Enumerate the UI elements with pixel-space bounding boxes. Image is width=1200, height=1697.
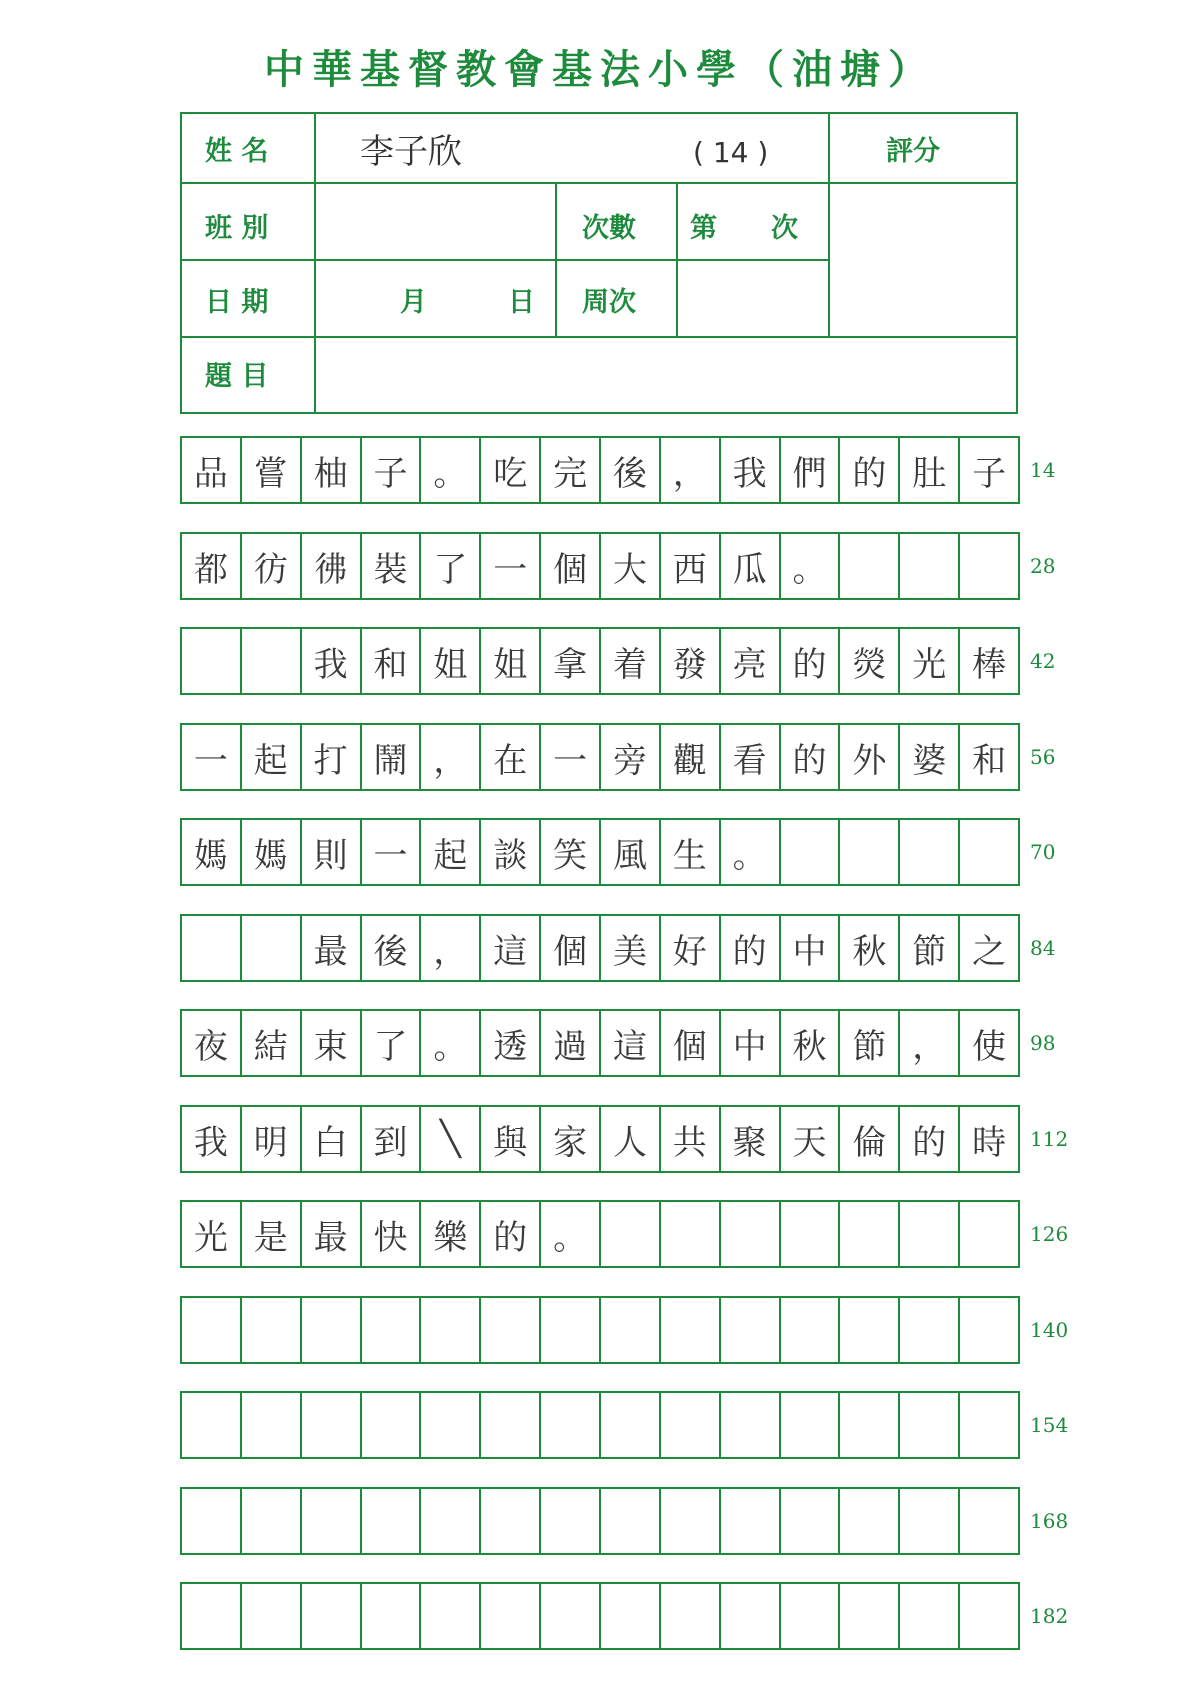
grid-cell[interactable]: ， <box>421 725 481 789</box>
grid-cell[interactable] <box>781 1584 841 1648</box>
grid-cell[interactable]: 這 <box>601 1011 661 1075</box>
grid-cell[interactable]: 談 <box>481 820 541 884</box>
grid-cell[interactable] <box>242 629 302 693</box>
grid-cell[interactable]: 透 <box>481 1011 541 1075</box>
row-character-count: 112 <box>1030 1127 1069 1151</box>
grid-cell[interactable] <box>900 1393 960 1457</box>
grid-row <box>180 532 1020 600</box>
grid-cell[interactable]: 過 <box>541 1011 601 1075</box>
grid-cell[interactable]: 美 <box>601 916 661 980</box>
row-character-count: 140 <box>1030 1318 1069 1342</box>
grid-cell[interactable] <box>481 1298 541 1362</box>
grid-cell[interactable]: 的 <box>781 725 841 789</box>
grid-cell[interactable] <box>721 1298 781 1362</box>
grid-row <box>180 1487 1020 1555</box>
grid-cell[interactable] <box>421 1393 481 1457</box>
grid-row <box>180 1296 1020 1364</box>
grid-cell[interactable] <box>721 1202 781 1266</box>
grid-cell[interactable] <box>242 1298 302 1362</box>
grid-cell[interactable] <box>182 629 242 693</box>
grid-cell[interactable]: 使 <box>972 1026 1007 1067</box>
grid-cell[interactable]: 觀 <box>661 725 721 789</box>
grid-cell[interactable]: 白 <box>302 1107 362 1171</box>
grid-cell[interactable] <box>421 1489 481 1553</box>
grid-cell[interactable]: 在 <box>481 725 541 789</box>
grid-cell[interactable]: 我 <box>182 1107 242 1171</box>
grid-cell[interactable] <box>601 1584 661 1648</box>
grid-row <box>180 1200 1020 1268</box>
grid-cell[interactable]: 一 <box>541 725 601 789</box>
grid-cell[interactable] <box>960 1393 1018 1457</box>
grid-cell[interactable]: 共 <box>661 1107 721 1171</box>
grid-cell[interactable]: 秋 <box>840 916 900 980</box>
row-character-count: 168 <box>1030 1509 1069 1533</box>
class-label: 班 別 <box>205 213 269 244</box>
grid-cell[interactable] <box>302 1489 362 1553</box>
grid-cell[interactable]: 。 <box>421 1011 481 1075</box>
grid-cell[interactable]: 一 <box>182 725 242 789</box>
grid-row <box>180 1009 1020 1077</box>
grid-cell[interactable]: 個 <box>661 1011 721 1075</box>
grid-cell[interactable]: 看 <box>721 725 781 789</box>
grid-cell[interactable]: 。 <box>421 438 481 502</box>
grid-cell[interactable]: 的 <box>781 629 841 693</box>
grid-cell[interactable]: 時 <box>972 1122 1007 1163</box>
grid-cell[interactable]: 棒 <box>972 644 1007 685</box>
grid-cell[interactable] <box>541 1393 601 1457</box>
week-label: 周次 <box>582 287 636 318</box>
row-character-count: 70 <box>1030 840 1056 864</box>
row-character-count: 42 <box>1030 649 1056 673</box>
grid-cell[interactable] <box>960 1298 1018 1362</box>
grid-cell[interactable]: 我 <box>302 629 362 693</box>
grid-cell[interactable]: 。 <box>541 1202 601 1266</box>
row-character-count: 56 <box>1030 745 1056 769</box>
grid-cell[interactable] <box>242 1393 302 1457</box>
grid-cell[interactable]: 結 <box>242 1011 302 1075</box>
grid-cell[interactable] <box>242 1489 302 1553</box>
grid-cell[interactable]: 品 <box>182 438 242 502</box>
grid-cell[interactable]: 外 <box>840 725 900 789</box>
grid-cell[interactable]: 這 <box>481 916 541 980</box>
grid-cell[interactable]: 完 <box>541 438 601 502</box>
grid-cell[interactable] <box>721 1393 781 1457</box>
grid-cell[interactable]: 。 <box>721 820 781 884</box>
grid-cell[interactable]: 一 <box>481 534 541 598</box>
row-character-count: 182 <box>1030 1604 1069 1628</box>
grid-cell[interactable]: 柚 <box>302 438 362 502</box>
grid-cell[interactable]: 之 <box>972 931 1007 972</box>
grid-cell[interactable]: 束 <box>302 1011 362 1075</box>
grid-cell[interactable]: 着 <box>601 629 661 693</box>
grid-cell[interactable]: 鬧 <box>362 725 422 789</box>
grid-cell[interactable] <box>960 820 1018 884</box>
row-character-count: 84 <box>1030 936 1056 960</box>
grid-cell[interactable]: 裝 <box>362 534 422 598</box>
date-value[interactable]: 月 日 <box>400 287 535 318</box>
grid-cell[interactable]: 媽 <box>242 820 302 884</box>
grid-row <box>180 1105 1020 1173</box>
grid-cell[interactable]: 後 <box>362 916 422 980</box>
grid-cell[interactable] <box>840 820 900 884</box>
grid-cell[interactable]: 旁 <box>601 725 661 789</box>
grid-cell[interactable]: 打 <box>302 725 362 789</box>
row-character-count: 98 <box>1030 1031 1056 1055</box>
grid-cell[interactable] <box>421 1298 481 1362</box>
grid-cell[interactable]: 到 <box>362 1107 422 1171</box>
grid-cell[interactable]: 光 <box>900 629 960 693</box>
grid-cell[interactable]: ， <box>661 438 721 502</box>
grid-cell[interactable]: 發 <box>661 629 721 693</box>
grid-cell[interactable] <box>541 1298 601 1362</box>
grid-cell[interactable] <box>900 1202 960 1266</box>
grid-cell[interactable]: 姐 <box>421 629 481 693</box>
class-number[interactable]: ( 14 ) <box>693 136 769 169</box>
grid-cell[interactable]: 後 <box>601 438 661 502</box>
grid-cell[interactable] <box>900 534 960 598</box>
grid-cell[interactable]: 生 <box>661 820 721 884</box>
grid-cell[interactable] <box>840 1202 900 1266</box>
grid-cell[interactable]: 熒 <box>840 629 900 693</box>
grid-cell[interactable]: 節 <box>840 1011 900 1075</box>
student-name[interactable]: 李子欣 <box>360 132 462 172</box>
grid-cell[interactable]: 中 <box>721 1011 781 1075</box>
grid-row <box>180 436 1020 504</box>
grid-cell[interactable] <box>900 1298 960 1362</box>
grid-cell[interactable]: 了 <box>421 534 481 598</box>
grid-cell[interactable]: 節 <box>900 916 960 980</box>
grid-cell[interactable]: 拿 <box>541 629 601 693</box>
grid-cell[interactable]: 婆 <box>900 725 960 789</box>
grid-cell[interactable] <box>661 1298 721 1362</box>
grid-cell[interactable] <box>840 1298 900 1362</box>
name-label: 姓 名 <box>205 136 269 167</box>
grid-cell[interactable]: 人 <box>601 1107 661 1171</box>
grid-cell[interactable]: 笑 <box>541 820 601 884</box>
grid-cell[interactable]: 都 <box>182 534 242 598</box>
grid-cell[interactable]: 嘗 <box>242 438 302 502</box>
grid-cell[interactable]: 一 <box>362 820 422 884</box>
grid-cell[interactable]: 家 <box>541 1107 601 1171</box>
grid-cell[interactable] <box>601 1489 661 1553</box>
grid-cell[interactable]: 樂 <box>421 1202 481 1266</box>
grid-cell[interactable]: 天 <box>781 1107 841 1171</box>
grid-cell[interactable] <box>840 1584 900 1648</box>
grid-cell[interactable]: 媽 <box>182 820 242 884</box>
grid-cell[interactable]: 。 <box>781 534 841 598</box>
grid-cell[interactable]: 的 <box>840 438 900 502</box>
times-value[interactable]: 第 次 <box>690 213 798 244</box>
grid-cell[interactable] <box>601 1298 661 1362</box>
grid-cell[interactable]: 則 <box>302 820 362 884</box>
grid-cell[interactable] <box>900 1489 960 1553</box>
grid-cell[interactable] <box>362 1489 422 1553</box>
grid-cell[interactable] <box>781 1489 841 1553</box>
grid-cell[interactable] <box>362 1584 422 1648</box>
grid-cell[interactable]: 的 <box>721 916 781 980</box>
grid-cell[interactable]: 肚 <box>900 438 960 502</box>
grid-cell[interactable]: 夜 <box>182 1011 242 1075</box>
grid-row <box>180 914 1020 982</box>
grid-cell[interactable] <box>840 1393 900 1457</box>
grid-cell[interactable]: 瓜 <box>721 534 781 598</box>
row-character-count: 154 <box>1030 1413 1069 1437</box>
grid-cell[interactable] <box>302 1584 362 1648</box>
grid-cell[interactable]: 快 <box>362 1202 422 1266</box>
grid-cell[interactable] <box>781 1298 841 1362</box>
grid-cell[interactable]: 們 <box>781 438 841 502</box>
grid-cell[interactable]: 姐 <box>481 629 541 693</box>
grid-cell[interactable]: 吃 <box>481 438 541 502</box>
grid-cell[interactable] <box>960 1584 1018 1648</box>
grid-cell[interactable] <box>481 1489 541 1553</box>
grid-cell[interactable]: 子 <box>972 453 1007 494</box>
grid-cell[interactable]: 西 <box>661 534 721 598</box>
grid-cell[interactable]: 光 <box>182 1202 242 1266</box>
grid-cell[interactable] <box>362 1298 422 1362</box>
grid-cell[interactable] <box>302 1393 362 1457</box>
topic-label: 題 目 <box>205 361 269 392</box>
grid-cell[interactable]: 的 <box>481 1202 541 1266</box>
grid-cell[interactable]: 子 <box>362 438 422 502</box>
grid-cell[interactable] <box>242 1584 302 1648</box>
grid-cell[interactable] <box>661 1393 721 1457</box>
row-character-count: 14 <box>1030 458 1056 482</box>
grid-cell[interactable]: 了 <box>362 1011 422 1075</box>
grid-cell[interactable]: 我 <box>721 438 781 502</box>
grid-row <box>180 1582 1020 1650</box>
grid-cell[interactable]: 秋 <box>781 1011 841 1075</box>
grid-cell[interactable] <box>601 1393 661 1457</box>
grid-cell[interactable] <box>182 1393 242 1457</box>
grid-cell[interactable] <box>182 1298 242 1362</box>
grid-cell[interactable]: 起 <box>242 725 302 789</box>
grid-cell[interactable]: 個 <box>541 916 601 980</box>
grid-cell[interactable]: 和 <box>972 740 1007 781</box>
score-label: 評分 <box>886 136 940 167</box>
grid-cell[interactable] <box>242 916 302 980</box>
grid-cell[interactable] <box>601 1202 661 1266</box>
grid-cell[interactable] <box>900 1584 960 1648</box>
grid-cell[interactable]: 彷 <box>242 534 302 598</box>
grid-cell[interactable]: 與 <box>481 1107 541 1171</box>
grid-cell[interactable] <box>421 1584 481 1648</box>
grid-cell[interactable] <box>541 1584 601 1648</box>
grid-cell[interactable]: 好 <box>661 916 721 980</box>
grid-cell[interactable]: 最 <box>302 916 362 980</box>
grid-cell[interactable] <box>960 1489 1018 1553</box>
grid-cell[interactable] <box>661 1202 721 1266</box>
grid-cell[interactable]: 聚 <box>721 1107 781 1171</box>
grid-cell[interactable]: ， <box>900 1011 960 1075</box>
grid-row <box>180 818 1020 886</box>
grid-cell[interactable] <box>960 534 1018 598</box>
grid-row <box>180 723 1020 791</box>
row-character-count: 126 <box>1030 1222 1069 1246</box>
grid-cell[interactable]: 最 <box>302 1202 362 1266</box>
times-label: 次數 <box>582 213 636 244</box>
grid-cell[interactable] <box>781 1393 841 1457</box>
school-title: 中華基督教會基法小學（油塘） <box>264 46 936 93</box>
grid-cell[interactable] <box>182 916 242 980</box>
grid-cell[interactable]: ╲ <box>421 1107 481 1171</box>
grid-cell[interactable] <box>781 1202 841 1266</box>
grid-cell[interactable]: 中 <box>781 916 841 980</box>
grid-cell[interactable] <box>661 1584 721 1648</box>
grid-cell[interactable]: 和 <box>362 629 422 693</box>
grid-cell[interactable] <box>900 820 960 884</box>
grid-cell[interactable]: 彿 <box>302 534 362 598</box>
grid-cell[interactable] <box>840 1489 900 1553</box>
grid-cell[interactable]: 起 <box>421 820 481 884</box>
grid-cell[interactable]: 個 <box>541 534 601 598</box>
grid-cell[interactable] <box>481 1393 541 1457</box>
grid-cell[interactable] <box>481 1584 541 1648</box>
grid-cell[interactable] <box>661 1489 721 1553</box>
grid-cell[interactable] <box>721 1584 781 1648</box>
row-character-count: 28 <box>1030 554 1056 578</box>
grid-cell[interactable] <box>541 1489 601 1553</box>
grid-cell[interactable]: 的 <box>900 1107 960 1171</box>
grid-cell[interactable] <box>362 1393 422 1457</box>
grid-cell[interactable] <box>781 820 841 884</box>
grid-cell[interactable]: 倫 <box>840 1107 900 1171</box>
date-label: 日 期 <box>205 287 269 318</box>
grid-cell[interactable]: ， <box>421 916 481 980</box>
grid-cell[interactable]: 大 <box>601 534 661 598</box>
grid-cell[interactable] <box>182 1489 242 1553</box>
grid-cell[interactable] <box>182 1584 242 1648</box>
grid-cell[interactable] <box>960 1202 1018 1266</box>
grid-row <box>180 627 1020 695</box>
grid-cell[interactable] <box>721 1489 781 1553</box>
grid-cell[interactable]: 明 <box>242 1107 302 1171</box>
grid-cell[interactable]: 風 <box>601 820 661 884</box>
grid-cell[interactable]: 亮 <box>721 629 781 693</box>
grid-cell[interactable]: 是 <box>242 1202 302 1266</box>
grid-cell[interactable] <box>302 1298 362 1362</box>
grid-row <box>180 1391 1020 1459</box>
grid-cell[interactable] <box>840 534 900 598</box>
